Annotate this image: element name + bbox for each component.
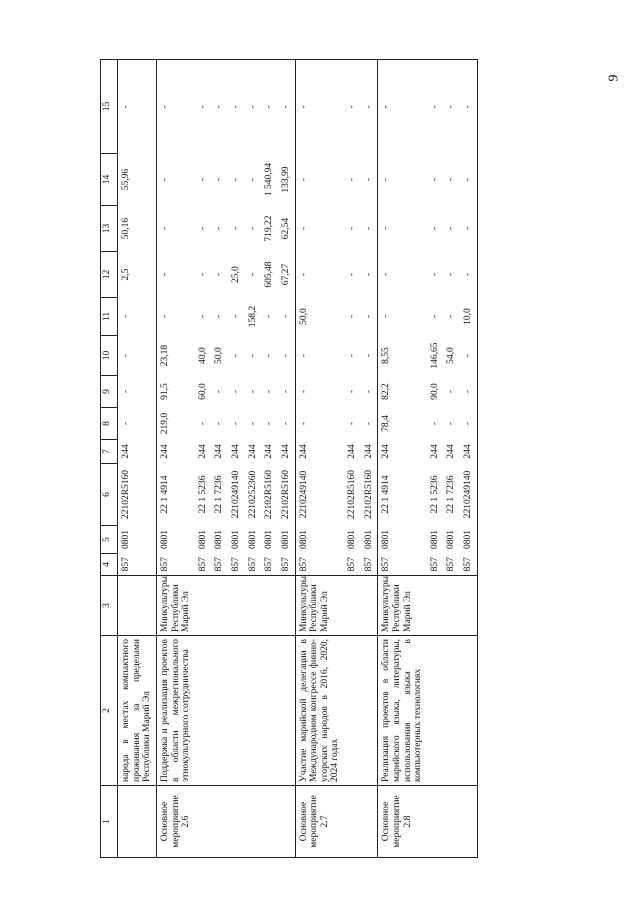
cell-col-13: - bbox=[446, 226, 457, 231]
cell-col-4: 857 bbox=[197, 557, 208, 572]
cell-col-11: 158,2 bbox=[247, 305, 258, 328]
cell-col-1 bbox=[443, 786, 460, 858]
cell-col-3 bbox=[195, 576, 212, 636]
cell-col-14: - bbox=[247, 177, 258, 182]
cell-col-14: - bbox=[295, 154, 344, 206]
cell-col-9: - bbox=[264, 389, 275, 394]
table-row bbox=[361, 60, 378, 858]
cell-col-9: - bbox=[363, 389, 374, 394]
cell-col-8: - bbox=[214, 421, 225, 426]
cell-col-10: - bbox=[264, 353, 275, 358]
cell-col-13: - bbox=[378, 206, 427, 252]
cell-col-3 bbox=[460, 576, 477, 636]
cell-col-7: 244 bbox=[280, 444, 291, 459]
cell-col-2 bbox=[278, 636, 295, 786]
cell-col-2 bbox=[211, 636, 228, 786]
cell-col-3 bbox=[245, 576, 262, 636]
cell-col-12: - bbox=[460, 252, 477, 298]
cell-col-9: - bbox=[280, 389, 291, 394]
cell-col-15: - bbox=[278, 60, 295, 154]
column-header-6: 6 bbox=[101, 464, 118, 526]
cell-col-9: - bbox=[214, 389, 225, 394]
cell-col-13: - bbox=[460, 206, 477, 252]
cell-col-7: 244 bbox=[460, 440, 477, 464]
column-header-14: 14 bbox=[101, 154, 118, 206]
cell-col-6: 22102R5160 bbox=[280, 469, 291, 520]
cell-col-10: 54,0 bbox=[446, 347, 457, 364]
cell-col-4: 857 bbox=[264, 557, 275, 572]
cell-col-8: - bbox=[363, 421, 374, 426]
cell-col-13: - bbox=[429, 226, 440, 231]
cell-col-14: - bbox=[446, 177, 457, 182]
cell-col-11: - bbox=[378, 298, 427, 336]
cell-col-11: - bbox=[197, 314, 208, 319]
cell-col-11: - bbox=[280, 314, 291, 319]
cell-col-8: - bbox=[247, 421, 258, 426]
cell-col-12: - bbox=[429, 272, 440, 277]
cell-col-15: - bbox=[427, 60, 444, 154]
cell-col-15: - bbox=[295, 60, 344, 154]
cell-col-1 bbox=[361, 786, 378, 858]
cell-col-1 bbox=[228, 786, 245, 858]
cell-col-3 bbox=[344, 576, 361, 636]
cell-col-2: народа в местах компактного проживания за пределами Республики Марий Эл bbox=[118, 636, 157, 786]
cell-col-13: - bbox=[295, 206, 344, 252]
cell-col-7: 244 bbox=[347, 444, 357, 459]
cell-col-6: 22 1 5236 bbox=[429, 475, 440, 514]
cell-col-6: 2210249140 bbox=[295, 464, 344, 526]
cell-col-8: 219,0 bbox=[156, 408, 194, 440]
cell-col-12: 25,0 bbox=[231, 266, 241, 283]
cell-col-2: Участие марийской делегации в Международном конгрессе финно-угорских народов в 2016, 2020, 2024 годах bbox=[295, 636, 344, 786]
cell-col-7: 244 bbox=[247, 444, 258, 459]
cell-col-4: 857 bbox=[214, 557, 225, 572]
cell-col-2 bbox=[443, 636, 460, 786]
cell-col-1: Основное мероприятие 2.7 bbox=[295, 786, 344, 858]
cell-col-12: - bbox=[214, 272, 225, 277]
cell-col-6: 2210252360 bbox=[247, 470, 258, 519]
cell-col-3 bbox=[443, 576, 460, 636]
cell-col-3 bbox=[211, 576, 228, 636]
column-header-5: 5 bbox=[101, 526, 118, 554]
cell-col-13: - bbox=[214, 226, 225, 231]
cell-col-1 bbox=[195, 786, 212, 858]
column-header-2: 2 bbox=[101, 636, 118, 786]
table-row bbox=[443, 60, 460, 858]
cell-col-11: - bbox=[156, 298, 194, 336]
cell-col-13: - bbox=[347, 226, 357, 231]
cell-col-7: 244 bbox=[446, 444, 457, 459]
cell-col-10: - bbox=[247, 353, 258, 358]
cell-col-4: 857 bbox=[460, 554, 477, 576]
cell-col-13: - bbox=[156, 206, 194, 252]
cell-col-1: Основное мероприятие 2.8 bbox=[378, 786, 427, 858]
cell-col-6: 2210249140 bbox=[231, 470, 241, 519]
cell-col-10: - bbox=[295, 336, 344, 376]
cell-col-6: 22102R5160 bbox=[347, 469, 357, 520]
cell-col-6: 22102R5160 bbox=[121, 469, 131, 520]
cell-col-12: - bbox=[446, 272, 457, 277]
cell-col-1: Основное мероприятие 2.6 bbox=[156, 786, 194, 858]
cell-col-14: - bbox=[197, 177, 208, 182]
column-header-12: 12 bbox=[101, 252, 118, 298]
cell-col-8: - bbox=[197, 421, 208, 426]
cell-col-4: 857 bbox=[347, 557, 357, 572]
cell-col-6: 22102R5160 bbox=[363, 469, 374, 520]
cell-col-11: - bbox=[121, 314, 131, 319]
cell-col-14: - bbox=[231, 177, 241, 182]
cell-col-15: - bbox=[228, 60, 245, 154]
cell-col-6: 22102R5160 bbox=[264, 469, 275, 520]
cell-col-8: - bbox=[264, 421, 275, 426]
column-header-4: 4 bbox=[101, 554, 118, 576]
cell-col-12: - bbox=[363, 272, 374, 277]
cell-col-5: 0801 bbox=[446, 530, 457, 549]
cell-col-5: 0801 bbox=[156, 526, 194, 554]
cell-col-12: - bbox=[197, 272, 208, 277]
cell-col-9: 82,2 bbox=[378, 376, 427, 408]
cell-col-1 bbox=[245, 786, 262, 858]
cell-col-4: 857 bbox=[121, 557, 131, 572]
cell-col-10: 8,55 bbox=[378, 336, 427, 376]
cell-col-15: - bbox=[443, 60, 460, 154]
cell-col-7: 244 bbox=[156, 440, 194, 464]
cell-col-7: 244 bbox=[197, 444, 208, 459]
cell-col-9: - bbox=[247, 389, 258, 394]
cell-col-8: - bbox=[231, 421, 241, 426]
cell-col-9: - bbox=[121, 389, 131, 394]
cell-col-14: 55,96 bbox=[121, 168, 131, 191]
cell-col-7: 244 bbox=[363, 444, 374, 459]
cell-col-5: 0801 bbox=[378, 526, 427, 554]
column-header-11: 11 bbox=[101, 298, 118, 336]
cell-col-10: 23,18 bbox=[156, 336, 194, 376]
cell-col-11: - bbox=[429, 314, 440, 319]
cell-col-15: - bbox=[378, 60, 427, 154]
cell-col-5: 0801 bbox=[121, 530, 131, 549]
cell-col-8: 78,4 bbox=[378, 408, 427, 440]
cell-col-5: 0801 bbox=[363, 530, 374, 549]
cell-col-15: - bbox=[460, 60, 477, 154]
cell-col-7: 244 bbox=[121, 444, 131, 459]
cell-col-14: - bbox=[363, 177, 374, 182]
cell-col-14: - bbox=[347, 177, 357, 182]
cell-col-3 bbox=[427, 576, 444, 636]
cell-col-2 bbox=[460, 636, 477, 786]
table-row bbox=[295, 60, 344, 858]
cell-col-4: 857 bbox=[363, 557, 374, 572]
budget-table bbox=[100, 59, 478, 858]
cell-col-9: 91,5 bbox=[156, 376, 194, 408]
table-row bbox=[156, 60, 194, 858]
cell-col-1 bbox=[211, 786, 228, 858]
cell-col-1 bbox=[460, 786, 477, 858]
cell-col-14: - bbox=[429, 177, 440, 182]
table-row bbox=[278, 60, 295, 858]
cell-col-10: - bbox=[347, 353, 357, 358]
cell-col-3 bbox=[278, 576, 295, 636]
table-row bbox=[378, 60, 427, 858]
cell-col-4: 857 bbox=[280, 557, 291, 572]
cell-col-9: - bbox=[347, 389, 357, 394]
cell-col-15: - bbox=[211, 60, 228, 154]
cell-col-6: 22 1 4914 bbox=[378, 464, 427, 526]
column-header-13: 13 bbox=[101, 206, 118, 252]
cell-col-7: 244 bbox=[378, 440, 427, 464]
cell-col-15: - bbox=[118, 60, 157, 154]
cell-col-7: 244 bbox=[231, 444, 241, 459]
cell-col-8: - bbox=[295, 408, 344, 440]
table-row bbox=[118, 60, 157, 858]
cell-col-13: 719,22 bbox=[264, 215, 275, 242]
cell-col-11: - bbox=[231, 314, 241, 319]
page-number: 9 bbox=[606, 74, 622, 82]
cell-col-9: 60,0 bbox=[197, 383, 208, 400]
cell-col-2: Реализация проектов в области марийского языка, литературы, использования языка в компьютерных технологиях bbox=[378, 636, 427, 786]
column-header-7: 7 bbox=[101, 440, 118, 464]
cell-col-15: - bbox=[245, 60, 262, 154]
cell-col-5: 0801 bbox=[429, 530, 440, 549]
cell-col-13: - bbox=[197, 226, 208, 231]
cell-col-12: - bbox=[247, 272, 258, 277]
table-row bbox=[245, 60, 262, 858]
cell-col-12: 605,48 bbox=[264, 261, 275, 288]
cell-col-10: 40,0 bbox=[197, 347, 208, 364]
cell-col-11: 10,0 bbox=[460, 298, 477, 336]
cell-col-15: - bbox=[361, 60, 378, 154]
table-row bbox=[195, 60, 212, 858]
cell-col-3 bbox=[361, 576, 378, 636]
cell-col-4: 857 bbox=[156, 554, 194, 576]
cell-col-14: - bbox=[214, 177, 225, 182]
cell-col-15: - bbox=[195, 60, 212, 154]
cell-col-9: - bbox=[295, 376, 344, 408]
cell-col-2 bbox=[427, 636, 444, 786]
cell-col-5: 0801 bbox=[264, 530, 275, 549]
cell-col-8: - bbox=[446, 421, 457, 426]
cell-col-5: 0801 bbox=[280, 530, 291, 549]
table-row bbox=[460, 60, 477, 858]
cell-col-4: 857 bbox=[446, 557, 457, 572]
cell-col-14: - bbox=[460, 154, 477, 206]
cell-col-7: 244 bbox=[429, 444, 440, 459]
cell-col-11: - bbox=[446, 314, 457, 319]
cell-col-8: - bbox=[460, 408, 477, 440]
column-header-15: 15 bbox=[101, 60, 118, 154]
cell-col-11: - bbox=[264, 314, 275, 319]
cell-col-2 bbox=[261, 636, 278, 786]
cell-col-12: 2,5 bbox=[121, 268, 131, 281]
cell-col-10: 146,65 bbox=[429, 342, 440, 369]
cell-col-15: - bbox=[344, 60, 361, 154]
cell-col-1 bbox=[118, 786, 157, 858]
cell-col-5: 0801 bbox=[347, 530, 357, 549]
cell-col-5: 0801 bbox=[460, 526, 477, 554]
column-header-1: 1 bbox=[101, 786, 118, 858]
cell-col-9: - bbox=[231, 389, 241, 394]
cell-col-14: 133,99 bbox=[280, 166, 291, 193]
cell-col-4: 857 bbox=[247, 557, 258, 572]
cell-col-4: 857 bbox=[231, 557, 241, 572]
cell-col-8: - bbox=[347, 421, 357, 426]
cell-col-10: 50,0 bbox=[214, 347, 225, 364]
cell-col-5: 0801 bbox=[231, 530, 241, 549]
table-row bbox=[228, 60, 245, 858]
cell-col-9: 90,0 bbox=[429, 383, 440, 400]
cell-col-14: 1 540,94 bbox=[264, 162, 275, 197]
cell-col-2 bbox=[228, 636, 245, 786]
cell-col-10: - bbox=[280, 353, 291, 358]
column-header-10: 10 bbox=[101, 336, 118, 376]
cell-col-6: 22 1 7236 bbox=[446, 475, 457, 514]
cell-col-11: - bbox=[214, 314, 225, 319]
cell-col-3 bbox=[118, 576, 157, 636]
cell-col-1 bbox=[278, 786, 295, 858]
cell-col-2 bbox=[245, 636, 262, 786]
cell-col-14: - bbox=[156, 154, 194, 206]
cell-col-1 bbox=[344, 786, 361, 858]
column-header-3: 3 bbox=[101, 576, 118, 636]
cell-col-2: Поддержка и реализация проектов в области межрегионального этнокультурного сотрудничества bbox=[156, 636, 194, 786]
cell-col-11: - bbox=[363, 314, 374, 319]
column-number-header bbox=[101, 60, 118, 858]
cell-col-13: 62,54 bbox=[280, 217, 291, 240]
cell-col-12: - bbox=[156, 252, 194, 298]
cell-col-1 bbox=[427, 786, 444, 858]
table-row bbox=[261, 60, 278, 858]
cell-col-13: - bbox=[231, 226, 241, 231]
column-header-8: 8 bbox=[101, 408, 118, 440]
table-row bbox=[344, 60, 361, 858]
cell-col-13: - bbox=[363, 226, 374, 231]
cell-col-2 bbox=[195, 636, 212, 786]
cell-col-7: 244 bbox=[295, 440, 344, 464]
cell-col-9: - bbox=[460, 376, 477, 408]
cell-col-10: - bbox=[460, 336, 477, 376]
cell-col-12: - bbox=[295, 252, 344, 298]
cell-col-3 bbox=[228, 576, 245, 636]
cell-col-3 bbox=[261, 576, 278, 636]
cell-col-12: - bbox=[378, 252, 427, 298]
cell-col-10: - bbox=[121, 353, 131, 358]
cell-col-12: - bbox=[347, 272, 357, 277]
table-body bbox=[118, 60, 478, 858]
cell-col-1 bbox=[261, 786, 278, 858]
cell-col-4: 857 bbox=[378, 554, 427, 576]
cell-col-10: - bbox=[363, 353, 374, 358]
cell-col-14: - bbox=[378, 154, 427, 206]
cell-col-7: 244 bbox=[264, 444, 275, 459]
cell-col-11: 50,0 bbox=[295, 298, 344, 336]
cell-col-2 bbox=[361, 636, 378, 786]
table-row bbox=[427, 60, 444, 858]
cell-col-6: 22 1 4914 bbox=[156, 464, 194, 526]
cell-col-4: 857 bbox=[429, 557, 440, 572]
cell-col-13: - bbox=[247, 226, 258, 231]
table-row bbox=[211, 60, 228, 858]
cell-col-8: - bbox=[429, 421, 440, 426]
cell-col-8: - bbox=[280, 421, 291, 426]
cell-col-15: - bbox=[156, 60, 194, 154]
cell-col-4: 857 bbox=[295, 554, 344, 576]
cell-col-3: Минкультуры Республики Марий Эл bbox=[378, 576, 427, 636]
cell-col-6: 2210249140 bbox=[460, 464, 477, 526]
cell-col-15: - bbox=[261, 60, 278, 154]
cell-col-9: - bbox=[446, 389, 457, 394]
cell-col-11: - bbox=[347, 314, 357, 319]
cell-col-5: 0801 bbox=[295, 526, 344, 554]
rotated-page bbox=[100, 60, 592, 858]
cell-col-12: 67,27 bbox=[280, 263, 291, 286]
cell-col-2 bbox=[344, 636, 361, 786]
cell-col-7: 244 bbox=[214, 444, 225, 459]
cell-col-6: 22 1 7236 bbox=[214, 475, 225, 514]
cell-col-5: 0801 bbox=[197, 530, 208, 549]
cell-col-3: Минкультуры Республики Марий Эл bbox=[295, 576, 344, 636]
cell-col-6: 22 1 5236 bbox=[197, 475, 208, 514]
cell-col-5: 0801 bbox=[214, 530, 225, 549]
cell-col-13: 50,16 bbox=[121, 217, 131, 240]
cell-col-5: 0801 bbox=[247, 530, 258, 549]
cell-col-8: - bbox=[121, 421, 131, 426]
cell-col-10: - bbox=[231, 353, 241, 358]
cell-col-3: Минкультуры Республики Марий Эл bbox=[156, 576, 194, 636]
column-header-9: 9 bbox=[101, 376, 118, 408]
